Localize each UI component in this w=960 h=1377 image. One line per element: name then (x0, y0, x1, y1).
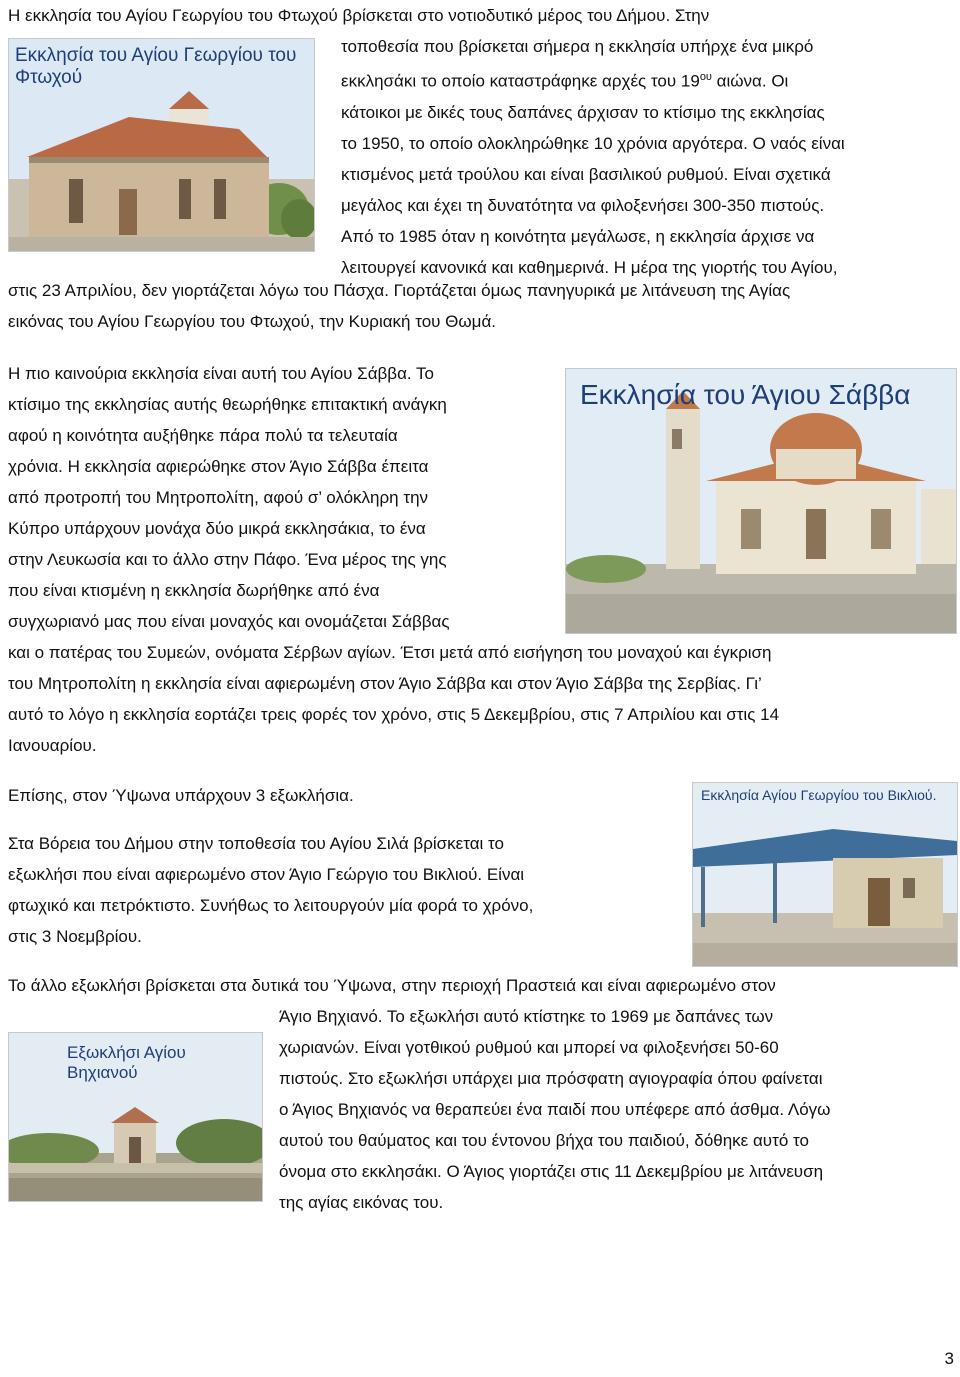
text-line: που είναι κτισμένη η εκκλησία δωρήθηκε από ένα (8, 581, 380, 600)
text-line: τοποθεσία που βρίσκεται σήμερα η εκκλησία υπήρχε ένα μικρό (341, 37, 814, 56)
church-image (693, 783, 957, 966)
text-line: Το άλλο εξωκλήσι βρίσκεται στα δυτικά του Ύψωνα, στην περιοχή Πραστειά και είναι αφιερωμένο στον (8, 976, 776, 995)
paragraph-agios-vichianos-wrap (279, 1001, 956, 1218)
text-line: Επίσης, στον Ύψωνα υπάρχουν 3 εξωκλήσια. (8, 786, 354, 805)
paragraph-agios-savvas-full (8, 637, 956, 761)
text-line: αφού η κοινότητα αυξήθηκε πάρα πολύ τα τελευταία (8, 426, 398, 445)
text-line: κάτοικοι με δικές τους δαπάνες άρχισαν το κτίσιμο της εκκλησίας (341, 102, 825, 122)
text-line: πιστούς. Στο εξωκλήσι υπάρχει μια πρόσφατη αγιογραφία όπου φαίνεται (279, 1069, 823, 1088)
text-line: στις 3 Νοεμβρίου. (8, 927, 142, 946)
text-line (341, 62, 956, 97)
text-line: χρόνια. Η εκκλησία αφιερώθηκε στον Άγιο Σάββα έπειτα (8, 457, 429, 476)
text-line: φτωχικό και πετρόκτιστο. Συνήθως το λειτουργούν μία φορά το χρόνο, (8, 896, 534, 915)
text-line: αυτό το λόγο η εκκλησία εορτάζει τρεις φορές τον χρόνο, στις 5 Δεκεμβρίου, στις 7 Απριλίου και στις 14 (8, 705, 780, 724)
paragraph-agios-vichianos (8, 970, 956, 1001)
text-line: του Μητροπολίτη η εκκλησία είναι αφιερωμένη στον Άγιο Σάββα και στον Άγιο Σάββα της Σερβίας. Γι’ (8, 674, 762, 693)
paragraph-exoklisia-intro (8, 780, 668, 811)
paragraph-agios-georgios-vikliou (8, 828, 672, 952)
photo-caption: Εκκλησία του Αγίου Γεωργίου του Φτωχού (15, 45, 297, 88)
text-line: κτισμένος μετά τρούλου και είναι βασιλικού ρυθμού. Είναι σχετικά (341, 164, 831, 184)
text-line: στην Λευκωσία και το άλλο στην Πάφο. Ένα μέρος της γης (8, 550, 447, 569)
photo-caption: Εκκλησία Αγίου Γεωργίου του Βικλιού. (701, 787, 937, 803)
text-line: χωριανών. Είναι γοτθικού ρυθμού και μπορεί να φιλοξενήσει 50-60 (279, 1038, 779, 1057)
text-line: από προτροπή του Μητροπολίτη, αφού σ’ ολόκληρη την (8, 488, 429, 507)
text-line: Στα Βόρεια του Δήμου στην τοποθεσία του Αγίου Σιλά βρίσκεται το (8, 834, 504, 853)
photo-caption: Εκκλησία του Άγιου Σάββα (580, 379, 911, 410)
paragraph-agios-savvas (8, 358, 543, 637)
text-line: εξωκλήσι που είναι αφιερωμένο στον Άγιο Γεώργιο του Βικλιού. Είναι (8, 865, 525, 884)
photo-agios-vichianos (8, 1032, 263, 1202)
paragraph-agios-georgios-ftochos-wrap (341, 31, 956, 283)
paragraph-agios-georgios-ftochos (8, 0, 956, 31)
text-line: κτίσιμο της εκκλησίας αυτής θεωρήθηκε επιτακτική ανάγκη (8, 395, 447, 414)
page-number: 3 (944, 1349, 954, 1368)
photo-agios-georgios-vikliou (692, 782, 958, 967)
text-line: Ιανουαρίου. (8, 736, 97, 755)
text-line: εικόνας του Αγίου Γεωργίου του Φτωχού, την Κυριακή του Θωμά. (8, 312, 497, 331)
photo-agios-georgios-ftochos (8, 38, 315, 252)
text-line: αυτού του θαύματος και του έντονου βήχα του παιδιού, δόθηκε αυτό το (279, 1131, 809, 1150)
text-line: και ο πατέρας του Συμεών, ονόματα Σέρβων αγίων. Έτσι μετά από εισήγηση του μοναχού και έγκριση (8, 643, 772, 662)
text-line: Από το 1985 όταν η κοινότητα μεγάλωσε, η εκκλησία άρχισε να (341, 226, 815, 246)
text-line: το 1950, το οποίο ολοκληρώθηκε 10 χρόνια αργότερα. Ο ναός είναι (341, 133, 845, 153)
text-line: συγχωριανό μας που είναι μοναχός και ονομάζεται Σάββας (8, 612, 450, 631)
text-line: μεγάλος και έχει τη δυνατότητα να φιλοξενήσει 300-350 πιστούς. (341, 195, 825, 215)
text-line: Η εκκλησία του Αγίου Γεωργίου του Φτωχού βρίσκεται στο νοτιοδυτικό μέρος του Δήμου. Στην (8, 6, 710, 25)
superscript: ου (699, 71, 712, 83)
text-span: εκκλησάκι το οποίο καταστράφηκε αρχές του 19 (341, 71, 700, 91)
text-line: Κύπρο υπάρχουν μονάχα δύο μικρά εκκλησάκια, το ένα (8, 519, 426, 538)
text-line: όνομα στο εκκλησάκι. Ο Άγιος γιορτάζει στις 11 Δεκεμβρίου με λιτάνευση (279, 1162, 824, 1181)
text-line: Η πιο καινούρια εκκλησία είναι αυτή του Αγίου Σάββα. Το (8, 364, 435, 383)
text-line: στις 23 Απριλίου, δεν γιορτάζεται λόγω του Πάσχα. Γιορτάζεται όμως πανηγυρικά με λιτάνευση της Αγίας (8, 281, 791, 300)
photo-agios-savvas (565, 368, 957, 634)
text-line: Άγιο Βηχιανό. Το εξωκλήσι αυτό κτίστηκε το 1969 με δαπάνες των (279, 1007, 774, 1026)
text-line: της αγίας εικόνας του. (279, 1193, 444, 1212)
paragraph-agios-georgios-ftochos-full (8, 275, 956, 337)
text-line: λειτουργεί κανονικά και καθημερινά. Η μέρα της γιορτής του Αγίου, (341, 257, 838, 277)
photo-caption: Εξωκλήσι Αγίου Βηχιανού (67, 1043, 186, 1082)
text-span: αιώνα. Οι (711, 71, 789, 91)
text-line: ο Άγιος Βηχιανός να θεραπεύει ένα παιδί που υπέφερε από άσθμα. Λόγω (279, 1100, 831, 1119)
